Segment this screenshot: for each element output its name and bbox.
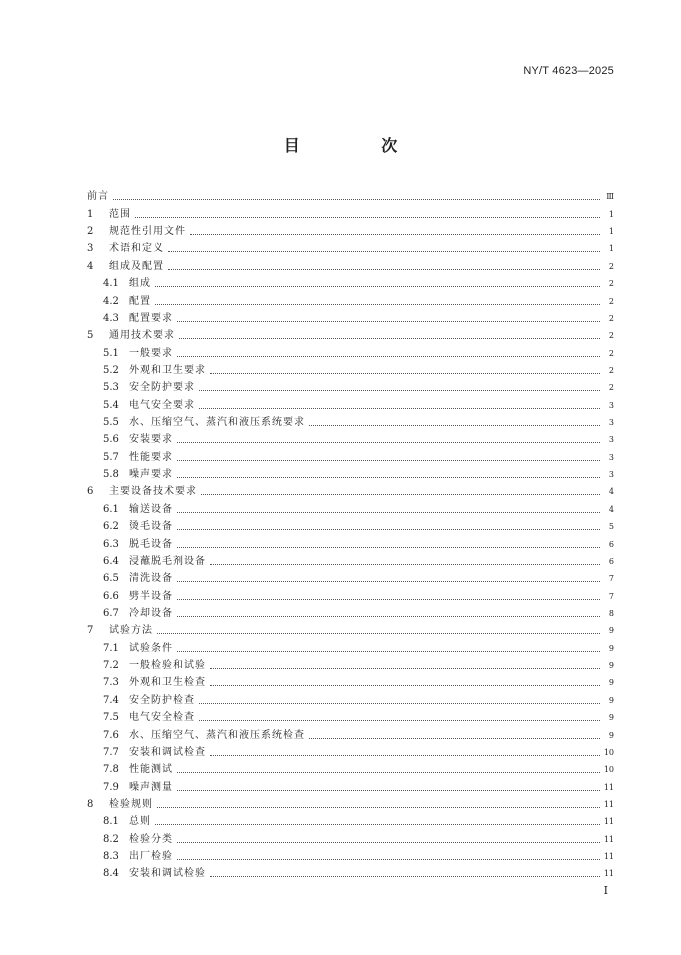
standard-code: NY/T 4623—2025 <box>523 65 614 77</box>
toc-entry-number: 5.5 <box>103 417 119 429</box>
toc-entry-page: 2 <box>608 331 614 341</box>
toc-entry-page: 7 <box>608 591 614 601</box>
toc-leader-dots <box>177 512 600 513</box>
toc-leader-dots <box>177 859 600 860</box>
toc-entry-page: 1 <box>608 209 614 219</box>
toc-entry-label: 术语和定义 <box>109 243 164 255</box>
toc-entry[interactable] <box>87 203 614 220</box>
toc-entry-label: 外观和卫生检查 <box>129 677 206 689</box>
toc-entry-number: 7.1 <box>103 642 119 654</box>
toc-entry[interactable] <box>87 342 614 359</box>
toc-entry-number: 7.9 <box>103 781 119 793</box>
toc-leader-dots <box>210 668 600 669</box>
toc-entry-page: Ⅲ <box>606 192 614 202</box>
toc-entry[interactable] <box>87 498 614 515</box>
toc-entry-number: 8.4 <box>103 868 119 880</box>
toc-entry-label: 脱毛设备 <box>129 538 173 550</box>
toc-entry-label: 噪声要求 <box>129 469 173 481</box>
toc-entry-label: 冷却设备 <box>129 607 173 619</box>
toc-entry[interactable] <box>87 585 614 602</box>
toc-entry-page: 2 <box>608 313 614 323</box>
toc-entry-page: 9 <box>608 678 614 688</box>
toc-leader-dots <box>309 738 600 739</box>
toc-leader-dots <box>177 772 600 773</box>
toc-entry-page: 3 <box>608 400 614 410</box>
toc-entry[interactable] <box>87 776 614 793</box>
toc-entry-number: 4.2 <box>103 295 119 307</box>
toc-entry-number: 5.1 <box>103 347 119 359</box>
toc-entry-label: 范围 <box>109 208 131 220</box>
toc-entry[interactable] <box>87 446 614 463</box>
toc-leader-dots <box>199 703 600 704</box>
toc-leader-dots <box>155 304 600 305</box>
toc-entry-page: 6 <box>608 539 614 549</box>
toc-leader-dots <box>177 599 600 600</box>
toc-entry-page: 9 <box>608 661 614 671</box>
toc-leader-dots <box>177 477 600 478</box>
toc-leader-dots <box>157 807 600 808</box>
toc-entry[interactable] <box>87 186 614 203</box>
toc-entry[interactable] <box>87 551 614 568</box>
toc-entry-number: 5.2 <box>103 364 119 376</box>
toc-entry-page: 2 <box>608 365 614 375</box>
toc-entry-page: 4 <box>608 487 614 497</box>
toc-leader-dots <box>210 373 600 374</box>
toc-entry-label: 组成及配置 <box>109 260 164 272</box>
toc-entry[interactable] <box>87 273 614 290</box>
toc-entry[interactable] <box>87 603 614 620</box>
toc-entry-number: 6.3 <box>103 538 119 550</box>
toc-leader-dots <box>199 390 600 391</box>
toc-entry-label: 噪声测量 <box>129 781 173 793</box>
page-title: 目 次 <box>283 136 436 155</box>
toc-entry-page: 2 <box>608 383 614 393</box>
toc-entry-page: 11 <box>603 799 614 809</box>
toc-leader-dots <box>177 442 600 443</box>
toc-entry-number: 7.5 <box>103 712 119 724</box>
toc-entry-page: 9 <box>608 643 614 653</box>
toc-leader-dots <box>177 356 600 357</box>
toc-entry-label: 组成 <box>129 278 151 290</box>
toc-entry-page: 3 <box>608 418 614 428</box>
toc-entry[interactable] <box>87 394 614 411</box>
toc-entry-number: 1 <box>87 208 94 220</box>
toc-entry-number: 8.3 <box>103 851 119 863</box>
toc-entry-label: 输送设备 <box>129 503 173 515</box>
toc-entry-page: 11 <box>603 817 614 827</box>
toc-entry[interactable] <box>87 620 614 637</box>
toc-entry[interactable] <box>87 742 614 759</box>
toc-leader-dots <box>177 529 600 530</box>
toc-entry[interactable] <box>87 533 614 550</box>
toc-entry-label: 清洗设备 <box>129 573 173 585</box>
toc-entry-label: 一般检验和试验 <box>129 660 206 672</box>
toc-entry-page: 10 <box>603 747 614 757</box>
toc-entry-page: 9 <box>608 626 614 636</box>
toc-entry-label: 水、压缩空气、蒸汽和液压系统要求 <box>129 417 305 429</box>
toc-leader-dots <box>190 234 600 235</box>
toc-leader-dots <box>168 251 600 252</box>
toc-entry-number: 6.7 <box>103 607 119 619</box>
toc-leader-dots <box>177 581 600 582</box>
footer-page-number: I <box>603 884 608 897</box>
toc-leader-dots <box>210 564 600 565</box>
toc-entry-page: 2 <box>608 261 614 271</box>
toc-entry-number: 6.4 <box>103 555 119 567</box>
toc-entry-label: 性能测试 <box>129 764 173 776</box>
toc-entry-page: 10 <box>603 765 614 775</box>
toc-leader-dots <box>309 425 600 426</box>
toc-entry-number: 5.4 <box>103 399 119 411</box>
toc-leader-dots <box>135 217 600 218</box>
toc-entry-page: 11 <box>603 852 614 862</box>
toc-entry-page: 8 <box>608 608 614 618</box>
toc-entry-label: 出厂检验 <box>129 851 173 863</box>
toc-entry[interactable] <box>87 863 614 880</box>
toc-entry-label: 安装要求 <box>129 434 173 446</box>
toc-entry-number: 2 <box>87 226 94 238</box>
toc-entry-number: 6.5 <box>103 573 119 585</box>
toc-entry-page: 3 <box>608 452 614 462</box>
toc-entry[interactable] <box>87 637 614 654</box>
toc-leader-dots <box>177 321 600 322</box>
toc-entry-label: 外观和卫生要求 <box>129 364 206 376</box>
toc-entry[interactable] <box>87 290 614 307</box>
toc-entry-number: 7.2 <box>103 660 119 672</box>
toc-entry-number: 7.6 <box>103 729 119 741</box>
toc-leader-dots <box>199 408 600 409</box>
toc-entry-label: 试验方法 <box>109 625 153 637</box>
toc-entry-number: 7 <box>87 625 94 637</box>
toc-leader-dots <box>177 547 600 548</box>
toc-entry[interactable] <box>87 429 614 446</box>
toc-entry-number: 8 <box>87 798 94 810</box>
toc-entry-page: 5 <box>608 522 614 532</box>
toc-entry-label: 配置 <box>129 295 151 307</box>
toc-entry-label: 浸蘸脱毛剂设备 <box>129 555 206 567</box>
toc-entry[interactable] <box>87 325 614 342</box>
toc-entry-label: 电气安全检查 <box>129 712 195 724</box>
toc-entry[interactable] <box>87 377 614 394</box>
toc-entry-label: 电气安全要求 <box>129 399 195 411</box>
toc-leader-dots <box>168 269 600 270</box>
toc-entry-number: 7.7 <box>103 746 119 758</box>
toc-leader-dots <box>177 460 600 461</box>
toc-entry-label: 性能要求 <box>129 451 173 463</box>
toc-leader-dots <box>177 616 600 617</box>
toc-entry[interactable] <box>87 481 614 498</box>
toc-entry-label: 烫毛设备 <box>129 521 173 533</box>
toc-leader-dots <box>210 685 600 686</box>
toc-entry-label: 安装和调试检查 <box>129 746 206 758</box>
toc-entry[interactable] <box>87 568 614 585</box>
toc-entry-label: 规范性引用文件 <box>109 226 186 238</box>
toc-leader-dots <box>179 338 600 339</box>
toc-entry[interactable] <box>87 689 614 706</box>
toc-leader-dots <box>210 755 600 756</box>
toc-entry[interactable] <box>87 255 614 272</box>
table-of-contents <box>87 186 614 880</box>
toc-entry-page: 2 <box>608 296 614 306</box>
toc-entry-label: 水、压缩空气、蒸汽和液压系统检查 <box>129 729 305 741</box>
toc-entry[interactable] <box>87 811 614 828</box>
toc-leader-dots <box>155 824 600 825</box>
toc-entry-page: 4 <box>608 504 614 514</box>
toc-entry-number: 4.1 <box>103 278 119 290</box>
toc-entry-label: 前言 <box>87 191 109 203</box>
toc-entry-number: 5 <box>87 330 94 342</box>
toc-entry-label: 检验分类 <box>129 833 173 845</box>
toc-entry[interactable] <box>87 828 614 845</box>
toc-entry-number: 6 <box>87 486 94 498</box>
toc-entry-label: 安装和调试检验 <box>129 868 206 880</box>
toc-entry-number: 5.8 <box>103 469 119 481</box>
toc-leader-dots <box>199 720 600 721</box>
toc-entry-page: 3 <box>608 470 614 480</box>
toc-entry-label: 检验规则 <box>109 798 153 810</box>
toc-entry-page: 9 <box>608 713 614 723</box>
toc-entry-number: 7.4 <box>103 694 119 706</box>
toc-entry-page: 9 <box>608 730 614 740</box>
toc-entry-page: 7 <box>608 574 614 584</box>
toc-entry[interactable] <box>87 655 614 672</box>
toc-entry[interactable] <box>87 846 614 863</box>
toc-entry[interactable] <box>87 672 614 689</box>
toc-entry-number: 3 <box>87 243 94 255</box>
toc-entry-number: 5.7 <box>103 451 119 463</box>
toc-entry-number: 7.3 <box>103 677 119 689</box>
toc-entry[interactable] <box>87 308 614 325</box>
toc-entry-page: 11 <box>603 869 614 879</box>
toc-leader-dots <box>177 651 600 652</box>
toc-entry-label: 总则 <box>129 816 151 828</box>
toc-leader-dots <box>177 790 600 791</box>
toc-entry-page: 9 <box>608 695 614 705</box>
toc-leader-dots <box>201 494 600 495</box>
toc-entry[interactable] <box>87 707 614 724</box>
toc-entry-number: 5.6 <box>103 434 119 446</box>
toc-leader-dots <box>113 199 600 200</box>
toc-entry-label: 一般要求 <box>129 347 173 359</box>
toc-entry[interactable] <box>87 221 614 238</box>
toc-entry-number: 6.2 <box>103 521 119 533</box>
toc-entry-number: 6.6 <box>103 590 119 602</box>
toc-entry[interactable] <box>87 464 614 481</box>
toc-entry-page: 11 <box>603 834 614 844</box>
toc-entry-label: 安全防护要求 <box>129 382 195 394</box>
toc-entry-number: 8.2 <box>103 833 119 845</box>
toc-entry-page: 11 <box>603 782 614 792</box>
toc-entry[interactable] <box>87 759 614 776</box>
toc-entry[interactable] <box>87 794 614 811</box>
toc-leader-dots <box>177 842 600 843</box>
toc-leader-dots <box>157 633 600 634</box>
toc-entry-number: 7.8 <box>103 764 119 776</box>
toc-entry-page: 2 <box>608 279 614 289</box>
toc-entry[interactable] <box>87 238 614 255</box>
toc-entry-label: 主要设备技术要求 <box>109 486 197 498</box>
toc-entry-label: 劈半设备 <box>129 590 173 602</box>
toc-entry[interactable] <box>87 360 614 377</box>
toc-entry-label: 通用技术要求 <box>109 330 175 342</box>
toc-entry-number: 4 <box>87 260 94 272</box>
toc-entry-number: 5.3 <box>103 382 119 394</box>
toc-entry-number: 6.1 <box>103 503 119 515</box>
toc-entry[interactable] <box>87 724 614 741</box>
toc-entry-page: 6 <box>608 556 614 566</box>
toc-entry-page: 3 <box>608 435 614 445</box>
toc-leader-dots <box>155 286 600 287</box>
toc-leader-dots <box>210 876 600 877</box>
toc-entry-label: 配置要求 <box>129 312 173 324</box>
toc-entry-page: 1 <box>608 244 614 254</box>
toc-entry[interactable] <box>87 412 614 429</box>
toc-entry-page: 2 <box>608 348 614 358</box>
toc-entry-label: 安全防护检查 <box>129 694 195 706</box>
toc-entry-label: 试验条件 <box>129 642 173 654</box>
toc-entry-number: 8.1 <box>103 816 119 828</box>
toc-entry[interactable] <box>87 516 614 533</box>
toc-entry-page: 1 <box>608 227 614 237</box>
toc-entry-number: 4.3 <box>103 312 119 324</box>
